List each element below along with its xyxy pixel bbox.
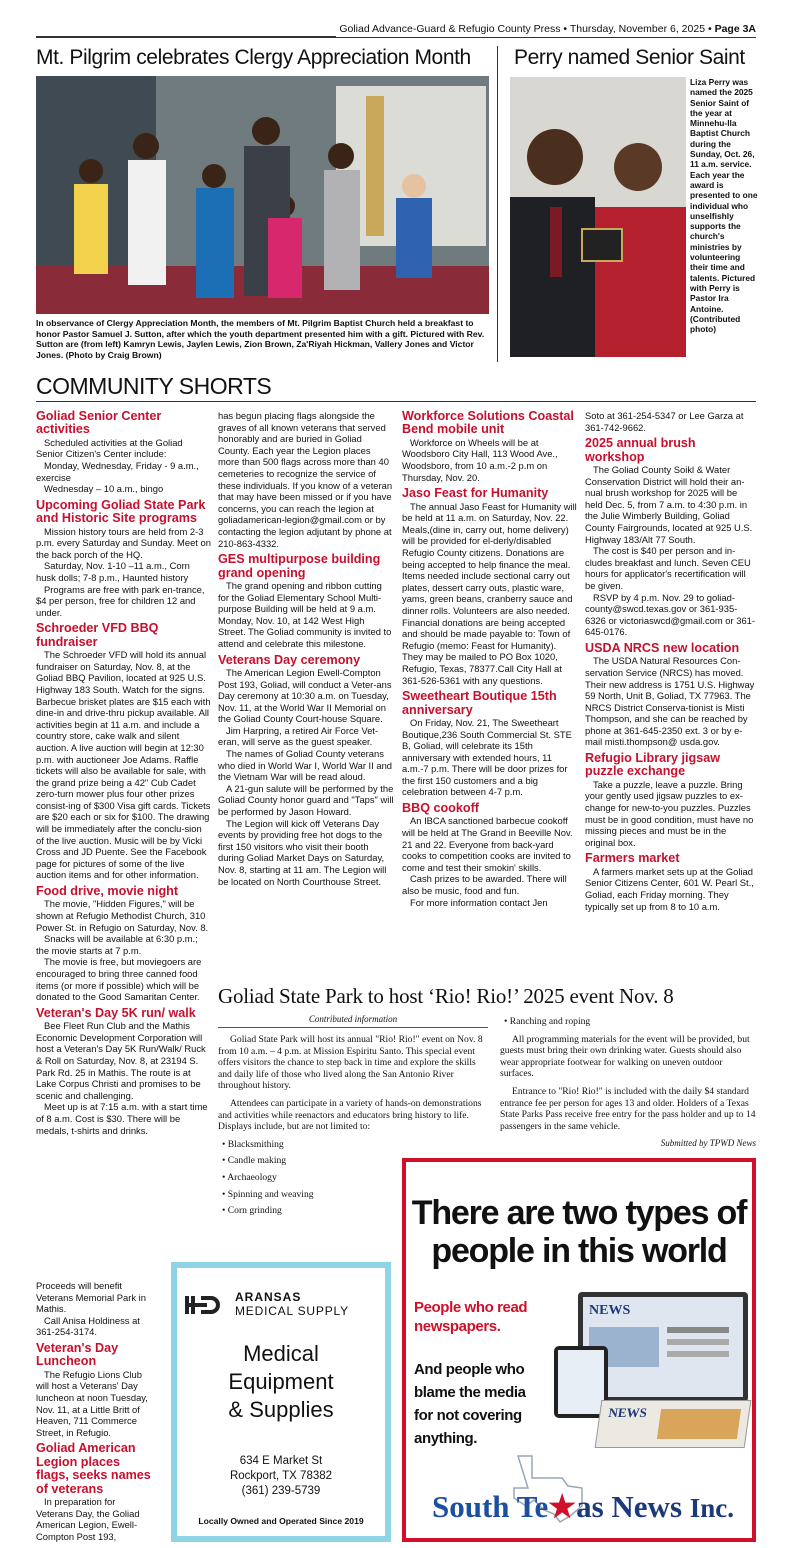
group-photo-illustration <box>36 76 489 314</box>
park-paragraph-3: All programming materials for the event will be provided, but guests must bring their own drinking water. Guests should also wear appropriate footwear for walking on uneven outdoor surfaces. <box>500 1033 750 1080</box>
park-story-col-2 <box>500 1016 756 1150</box>
aransas-brand-name: ARANSAS <box>235 1290 302 1304</box>
snt-brand <box>416 1488 750 1527</box>
aransas-medical-ad <box>171 1262 391 1542</box>
short-headline: GES multipurpose building grand opening <box>218 552 381 580</box>
short-paragraph: The Schroeder VFD will hold its annual fundraiser on Saturday, Nov. 8, at the Goliad BBQ Pavilion, located at 925 U.S. Highway 183 South. Watch for the signs. Barbecue brisket plates are $15 each with dine-in and drive-thru pickup available. All activities begin at 11 a.m. and include a country store, cake walk and silent auction. A live auction will begin at 12:30 p.m. with auctioneer Joe Adams. Raffle tickets will also be available for sale, with the grand prize being a 42" Cub Cadet zero-turn mower plus four other prizes consist-ing of $300 Visa gift cards. Tickets are $20 each or six for $100. The drawing will be immediately after the conclu-sion of the live auction. Music will be by Vicki Cross and JD Puente. See the Facebook page for pictures of some of the live auction items and for other information. <box>36 649 211 881</box>
short-headline: Workforce Solutions Coastal Bend mobile unit <box>402 410 574 437</box>
short-paragraph: Snacks will be available at 6:30 p.m.; the movie starts at 7 p.m. <box>36 933 198 956</box>
snt-brand-part-1: South Te <box>431 1489 549 1524</box>
park-paragraph-4: Entrance to "Rio! Rio!" is included with the daily $4 standard entrance fee per person for ages 13 and older. Holders of a Texas State Parks Pass receive free entry for the pass holder and up to 14 passengers in the same vehicle. <box>500 1085 756 1132</box>
short-headline: Food drive, movie night <box>36 884 179 899</box>
snt-headline-1: There are two types of <box>411 1194 747 1232</box>
aransas-since: Locally Owned and Operated Since 2019 <box>198 1516 364 1526</box>
short-headline: USDA NRCS new location <box>585 640 740 655</box>
south-texas-news-ad <box>402 1158 756 1542</box>
aransas-address-1: 634 E Market St <box>239 1455 323 1467</box>
paper-news-label: NEWS <box>607 1405 648 1420</box>
short-paragraph: Saturday, Nov. 1-10 –11 a.m., Corn husk dolls; 7-8 p.m., Haunted history <box>36 560 190 583</box>
aransas-line-1: Medical <box>243 1341 319 1366</box>
short-paragraph: On Friday, Nov. 21, The Sweetheart Boutique,236 South Commercial St. STE B, Goliad, will celebrate its 15th anniversary with extended hours, 11 a.m.-7 p.m. There will be door prizes for the first 150 customers and a big celebration between 4-7 p.m. <box>402 716 572 798</box>
short-paragraph: Scheduled activities at the Goliad Senior Citizen's Center include: <box>36 436 183 460</box>
park-activity-item: • Archaeology <box>222 1171 277 1183</box>
mt-pilgrim-headline: Mt. Pilgrim celebrates Clergy Appreciation Month <box>36 46 471 69</box>
folio-page-number: Page 3A <box>714 23 756 35</box>
aransas-line-3: & Supplies <box>228 1397 334 1422</box>
short-paragraph: For more information contact Jen <box>410 896 548 908</box>
park-activity-item: • Blacksmithing <box>222 1138 284 1150</box>
short-paragraph: The USDA Natural Resources Con-servation Service (NRCS) has moved. Their new address is 1751 U.S. Highway 59 North, Unit B, Goliad, TX 77963. The NRCS District Conserva-tionist is Misti Thompson, and she can be reached by phone at 361-645-2350 ext. 3 or by e-mail misti.thompson@ usda.gov. <box>585 655 755 748</box>
short-headline: BBQ cookoff <box>402 801 479 816</box>
short-paragraph: The annual Jaso Feast for Humanity will be held at 11 a.m. on Saturday, Nov. 22. Meals,(dine in, carry out, home delivery) will be provided for el-derly/disabled Refugio County citizens. Donations are being accepted to help finance the meal. Items needed include sectional carry out plates, dessert carry outs, plastic ware, yams, green beans, cranberry sauce and dinner rolls. Volunteers are also needed. Financial donations are being accepted and should be made payable to: Town of Refugio (memo: Feast for Humanity). They may be mailed to PO Box 1020, Refugio, Texas, 78377.Call City Hall at 361-526-5361 with any questions. <box>402 500 577 686</box>
short-paragraph: Jim Harpring, a retired Air Force Vet-eran, will serve as the guest speaker. <box>218 724 379 748</box>
star-icon: ★ <box>548 1489 577 1524</box>
aransas-address-2: Rockport, TX 78382 <box>229 1470 333 1482</box>
park-activity-item: • Candle making <box>222 1155 287 1167</box>
short-paragraph: Wednesday – 10 a.m., bingo <box>44 483 164 495</box>
short-headline: Goliad Senior Center activities <box>36 410 162 437</box>
short-paragraph: Programs are free with park en-trance, $4 per person, free for children 12 and under. <box>36 583 205 618</box>
aransas-tagline <box>177 1340 385 1424</box>
section-rule <box>36 401 756 402</box>
short-headline: Jaso Feast for Humanity <box>402 486 549 501</box>
short-headline: Upcoming Goliad State Park and Historic Site programs <box>36 497 206 526</box>
snt-black-text <box>414 1358 526 1450</box>
park-submitted: Submitted by TPWD News <box>660 1138 756 1149</box>
short-paragraph: The grand opening and ribbon cutting for the Goliad Elementary School Multi-purpose Building will be held at 9 a.m. Monday, Nov. 10, at 142 West High Street. The Goliad community is invited to attend and celebrate this milestone. <box>218 579 392 649</box>
short-paragraph: Meet up is at 7:15 a.m. with a start time of 8 a.m. Cost is $30. There will be medals, t-shirts and drinks. <box>36 1101 208 1136</box>
park-activity-item: • Spinning and weaving <box>222 1188 314 1200</box>
mt-pilgrim-photo <box>36 76 489 314</box>
short-paragraph: The American Legion Ewell-Compton Post 193, Goliad, will conduct a Veter-ans Day ceremony at 10:30 a.m. on Tuesday, Nov. 11, at the World War II Memorial on the Goliad County Court-house Square. <box>218 666 392 725</box>
newspaper-stack-illustration <box>595 1400 752 1448</box>
short-paragraph: In preparation for Veterans Day, the Goliad American Legion, Ewell-Compton Post 193, <box>36 1495 140 1542</box>
short-headline: Veteran's Day Luncheon <box>36 1340 119 1369</box>
community-column-2 <box>218 410 394 970</box>
short-paragraph: has begun placing flags alongside the graves of all known veterans that served honorably and are buried in Goliad County. Each year the Legion places more than 500 flags across more than 40 cemeteries to recognize the service of these individuals. If you know of a veteran that may have been missed or if you have concerns, you can reach the legion at goliadamerican-legion@gmail.com or by contacting the legion adjutant by phone at 210-863-4332. <box>218 410 393 549</box>
short-paragraph: Monday, Wednesday, Friday - 9 a.m., exercise <box>36 460 199 483</box>
short-paragraph: Workforce on Wheels will be at Woodsboro City Hall, 113 Wood Ave., Woodsboro, from 10 a.m.-2 p.m on Thursday, Nov. 20. <box>402 436 558 483</box>
snt-red-text <box>414 1298 527 1336</box>
short-paragraph: A farmers market sets up at the Goliad Senior Citizens Center, 601 W. Pearl St., Goliad, each Friday morning. They typically set up from 8 to 10 a.m. <box>585 865 754 912</box>
park-activity-item: • Corn grinding <box>222 1205 282 1217</box>
snt-brand-part-2: as News <box>576 1489 683 1524</box>
perry-photo <box>510 77 686 357</box>
community-column-1 <box>36 410 212 1280</box>
aransas-contact <box>177 1454 385 1499</box>
short-headline: Schroeder VFD BBQ fundraiser <box>36 621 159 649</box>
park-headline: Goliad State Park to host ‘Rio! Rio!’ 2025 event Nov. 8 <box>218 984 674 1008</box>
snt-headline-2: people in this world <box>431 1232 727 1270</box>
short-paragraph: The movie is free, but moviegoers are encouraged to bring three canned food items (or more if possible) which will be donated to the Good Samaritan Center. <box>36 956 202 1003</box>
short-paragraph: A 21-gun salute will be performed by the Goliad County honor guard and "Taps" will be performed by Jason Howard. <box>218 782 394 818</box>
short-paragraph: The names of Goliad County veterans who died in World War I, World War II and the Vietnam War will be read aloud. <box>218 748 393 783</box>
short-headline: Sweetheart Boutique 15th anniversary <box>402 689 557 717</box>
short-headline: Farmers market <box>585 851 680 866</box>
short-paragraph: Call Anisa Holdiness at 361-254-3174. <box>36 1314 140 1338</box>
award-photo-illustration <box>510 77 686 357</box>
short-paragraph: Soto at 361-254-5347 or Lee Garza at 361-742-9662. <box>585 410 744 433</box>
short-paragraph: Bee Fleet Run Club and the Mathis Economic Development Corporation will host a Veteran's Day 5K Run/Walk/ Ruck & Roll on Saturday, Nov. 8, at 23194 S. Park Rd. 25 in Mathis. The route is at Lake Corpus Christi and promises to be scenic and challenging. <box>36 1020 206 1101</box>
short-paragraph: The movie, "Hidden Figures," will be shown at Refugio Methodist Church, 310 Power St. in Refugio on Saturday, Nov. 8. <box>36 898 209 933</box>
aransas-phone: (361) 239-5739 <box>241 1485 321 1497</box>
short-paragraph: RSVP by 4 p.m. Nov. 29 to goliad-county@swcd.texas.gov or 361-935-6326 or victoriaswcd@gmail.com or 361-645-0176. <box>585 591 755 638</box>
community-column-1-continued <box>36 1280 152 1542</box>
column-divider <box>497 46 498 362</box>
short-headline: Veterans Day ceremony <box>218 652 361 667</box>
short-paragraph: The Goliad County Soikl & Water Conservation District will hold their an-nual brush workshop for 2025 will be held Dec. 5, from 7 a.m. to 4:30 p.m. in the Julie Wimberly Building, Goliad County Fairgrounds, located at 925 U.S. Highway 183/Alt 77 South. <box>585 464 753 545</box>
snt-brand-inc: Inc. <box>689 1493 735 1523</box>
community-shorts-title: COMMUNITY SHORTS <box>36 373 272 399</box>
aransas-line-2: Equipment <box>228 1369 334 1394</box>
perry-caption: Liza Perry was named the 2025 Senior Saint of the year at Minnehu-lla Baptist Church during the Sunday, Oct. 26, 11 a.m. service. Each year the award is presented to one individual who unselfishly supports the church's ministries by volunteering their time and talents. Pictured with Perry is Pastor Ira Antoine. (Contributed photo) <box>690 77 758 335</box>
snt-black-1: And people who <box>414 1361 525 1378</box>
mt-pilgrim-caption: In observance of Clergy Appreciation Month, the members of Mt. Pilgrim Baptist Church held a breakfast to honor Pastor Samuel J. Sutton, after which the youth department presented him with a gift. Pictured with Rev. Sutton are (from left) Kamryn Lewis, Jaylen Lewis, Zion Brown, Za'Riyah Hickman, Vallery Jones and Victor Jones. (Photo by Craig Brown) <box>36 318 485 360</box>
snt-black-4: anything. <box>414 1430 478 1447</box>
page-folio <box>36 22 756 38</box>
aransas-logo-icon <box>185 1292 229 1318</box>
short-headline: Veteran's Day 5K run/ walk <box>36 1005 196 1020</box>
monitor-news-label: NEWS <box>589 1303 631 1318</box>
park-paragraph-2: Attendees can participate in a variety of hands-on demonstrations and activities while reenactors and educators bring history to life. Displays include, but are not limited to: <box>218 1097 482 1133</box>
park-activity-item: • Ranching and roping <box>504 1016 591 1027</box>
short-paragraph: An IBCA sanctioned barbecue cookoff will be held at The Grand in Beeville Nov. 21 and 22. Everyone from back-yard cooks to competition cooks are invited to come and test their smokin' skills. <box>402 815 573 873</box>
park-paragraph-1: Goliad State Park will host its annual "Rio! Rio!" event on Nov. 8 from 10 a.m. – 4 p.m. at Mission Espiritu Santo. This special event offers visitors the chance to step back in time and explore the skills and daily life of those who lived along the San Antonio River throughout history. <box>218 1034 483 1092</box>
short-paragraph: Take a puzzle, leave a puzzle. Bring your gently used jigsaw puzzles to ex-change for new-to-you puzzles. Puzzles must be in good condition, must have no missing pieces and must be in the original box. <box>585 778 754 848</box>
perry-headline: Perry named Senior Saint <box>514 46 745 69</box>
snt-red-1: People who read <box>414 1299 528 1316</box>
snt-black-3: for not covering <box>414 1407 522 1424</box>
aransas-brand-sub: MEDICAL SUPPLY <box>235 1304 349 1318</box>
short-headline: Goliad American Legion places flags, seeks names of veterans <box>36 1441 151 1496</box>
snt-black-2: blame the media <box>414 1384 526 1401</box>
short-headline: 2025 annual brush workshop <box>585 436 696 464</box>
snt-red-2: newspapers. <box>414 1318 501 1335</box>
community-column-4 <box>585 410 757 970</box>
devices-illustration <box>554 1282 750 1452</box>
park-credit: Contributed information <box>218 1014 488 1028</box>
short-paragraph: The Legion will kick off Veterans Day events by providing free hot dogs to the first 150 visitors who visit their booth during Goliad Market Days on Saturday, Nov. 8, starting at 11 am. The Legion will be located on North Courthouse Street. <box>218 817 387 887</box>
folio-text: Goliad Advance-Guard & Refugio County Press • Thursday, November 6, 2025 • <box>339 23 712 35</box>
short-headline: Refugio Library jigsaw puzzle exchange <box>585 751 721 779</box>
short-paragraph: Cash prizes to be awarded. There will also be music, food and fun. <box>402 873 567 897</box>
short-paragraph: The Refugio Lions Club will host a Veterans' Day luncheon at noon Tuesday, Nov. 11, at a Little Britt of Heaven, 711 Commerce Street, in Refugio. <box>36 1368 148 1438</box>
short-paragraph: Mission history tours are held from 2-3 p.m. every Saturday and Sunday. Meet on the back porch of the HQ. <box>36 525 211 560</box>
short-paragraph: The cost is $40 per person and in-cludes breakfast and lunch. Seven CEU hours for applicator's recertification will be given. <box>585 545 751 591</box>
short-paragraph: Proceeds will benefit Veterans Memorial Park in Mathis. <box>36 1280 146 1315</box>
snt-headline <box>406 1194 752 1270</box>
community-column-3 <box>402 410 578 970</box>
folio-rule <box>36 36 336 37</box>
